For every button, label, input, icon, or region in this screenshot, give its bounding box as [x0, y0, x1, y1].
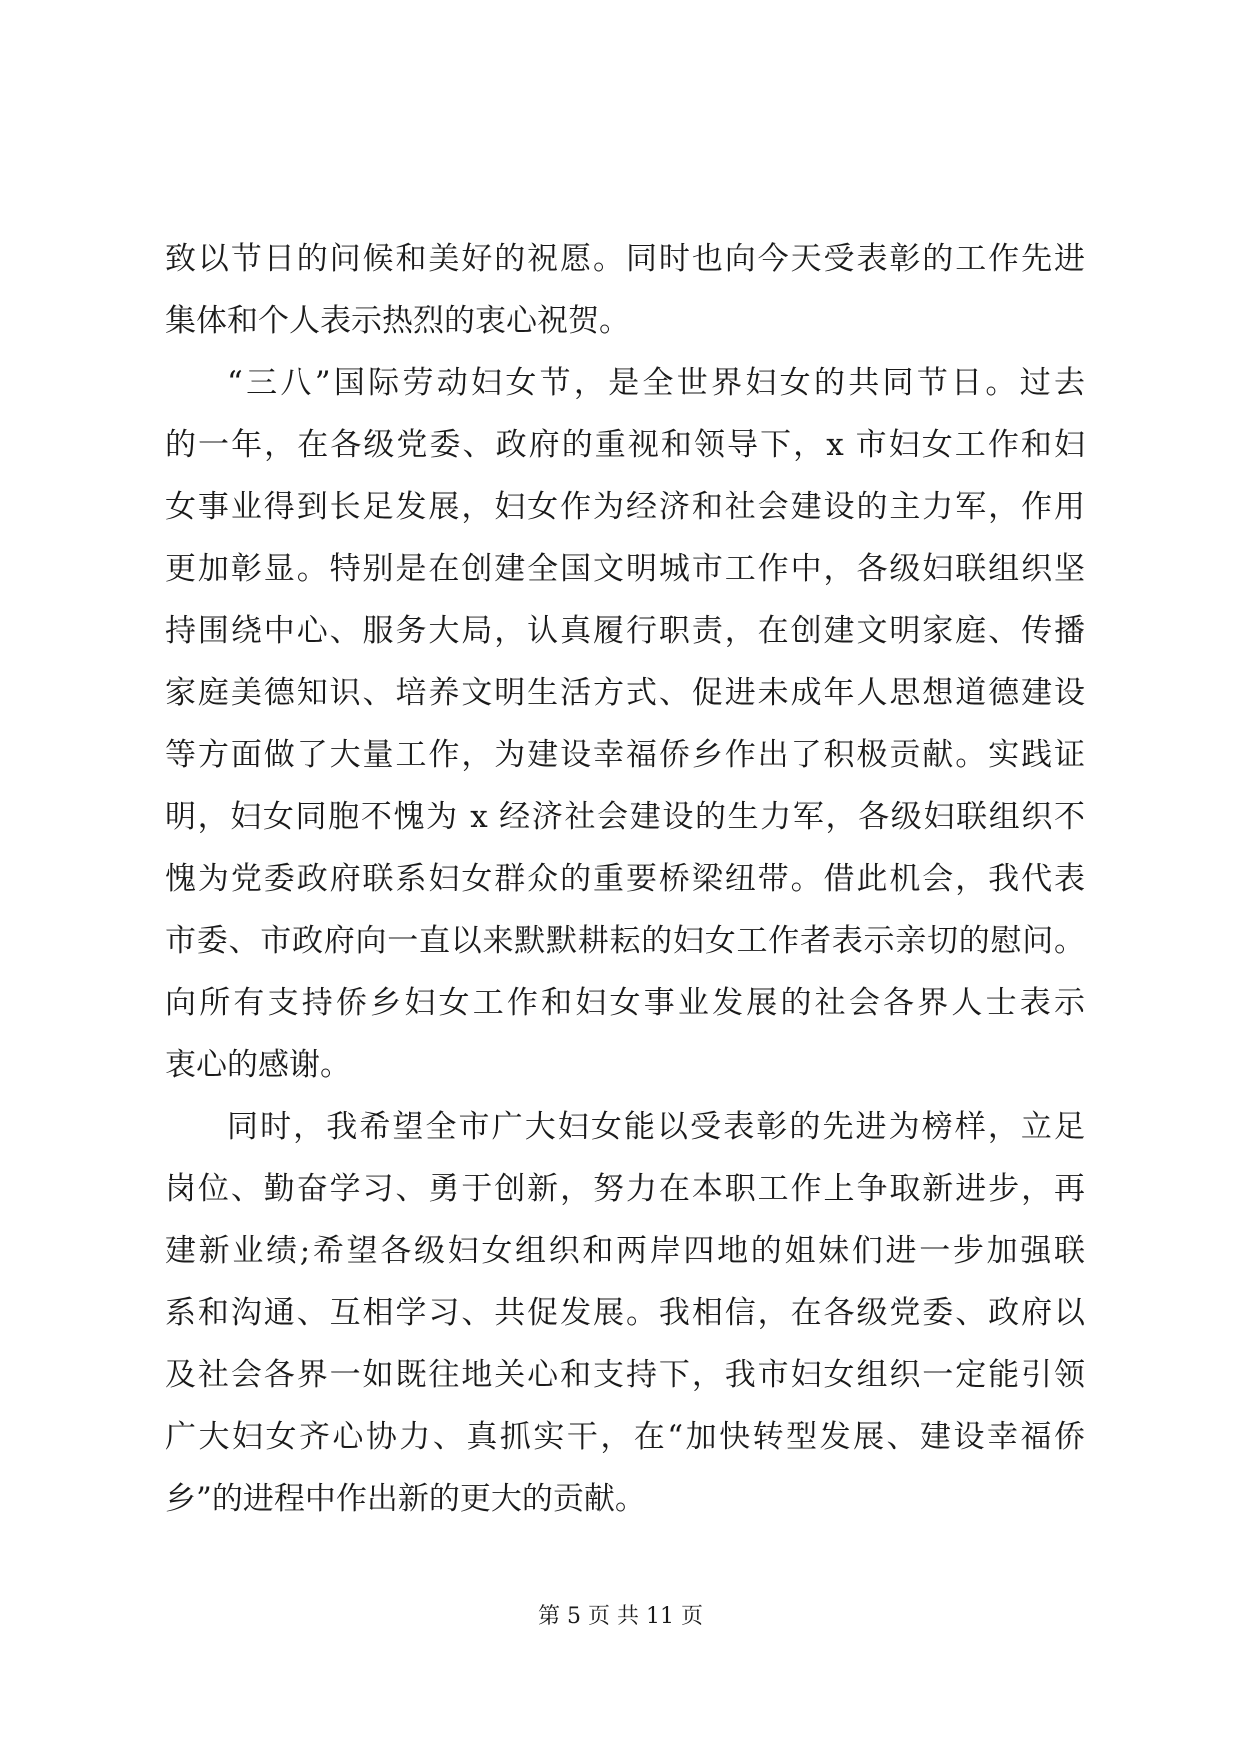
paragraph-line: 及社会各界一如既往地关心和支持下，我市妇女组织一定能引领	[165, 1357, 1085, 1393]
paragraph-line: 乡”的进程中作出新的更大的贡献。	[165, 1481, 646, 1517]
paragraph-line: 持围绕中心、服务大局，认真履行职责，在创建文明家庭、传播	[165, 613, 1085, 649]
paragraph-line: 向所有支持侨乡妇女工作和妇女事业发展的社会各界人士表示	[165, 985, 1085, 1021]
paragraph-line: 的一年，在各级党委、政府的重视和领导下，x 市妇女工作和妇	[165, 427, 1085, 463]
paragraph-line: 同时，我希望全市广大妇女能以受表彰的先进为榜样，立足	[227, 1109, 1085, 1145]
paragraph-line: 家庭美德知识、培养文明生活方式、促进未成年人思想道德建设	[165, 675, 1085, 711]
paragraph-line: 集体和个人表示热烈的衷心祝贺。	[165, 303, 630, 339]
paragraph-line: 广大妇女齐心协力、真抓实干，在“加快转型发展、建设幸福侨	[165, 1419, 1085, 1455]
paragraph-line: 女事业得到长足发展，妇女作为经济和社会建设的主力军，作用	[165, 489, 1085, 525]
paragraph-line: 愧为党委政府联系妇女群众的重要桥梁纽带。借此机会，我代表	[165, 861, 1085, 897]
paragraph-line: 建新业绩;希望各级妇女组织和两岸四地的姐妹们进一步加强联	[165, 1233, 1085, 1269]
paragraph-line: 致以节日的问候和美好的祝愿。同时也向今天受表彰的工作先进	[165, 241, 1085, 277]
paragraph-line: 更加彰显。特别是在创建全国文明城市工作中，各级妇联组织坚	[165, 551, 1085, 587]
paragraph-line: 衷心的感谢。	[165, 1047, 351, 1083]
paragraph-line: 岗位、勤奋学习、勇于创新，努力在本职工作上争取新进步，再	[165, 1171, 1085, 1207]
paragraph-line: “三八”国际劳动妇女节，是全世界妇女的共同节日。过去	[227, 365, 1085, 401]
paragraph-line: 市委、市政府向一直以来默默耕耘的妇女工作者表示亲切的慰问。	[165, 923, 1085, 959]
document-body	[165, 228, 1085, 1530]
paragraph-line: 系和沟通、互相学习、共促发展。我相信，在各级党委、政府以	[165, 1295, 1085, 1331]
paragraph-line: 等方面做了大量工作，为建设幸福侨乡作出了积极贡献。实践证	[165, 737, 1085, 773]
page-number-footer: 第 5 页 共 11 页	[538, 1604, 703, 1629]
paragraph-line: 明，妇女同胞不愧为 x 经济社会建设的生力军，各级妇联组织不	[165, 799, 1085, 835]
